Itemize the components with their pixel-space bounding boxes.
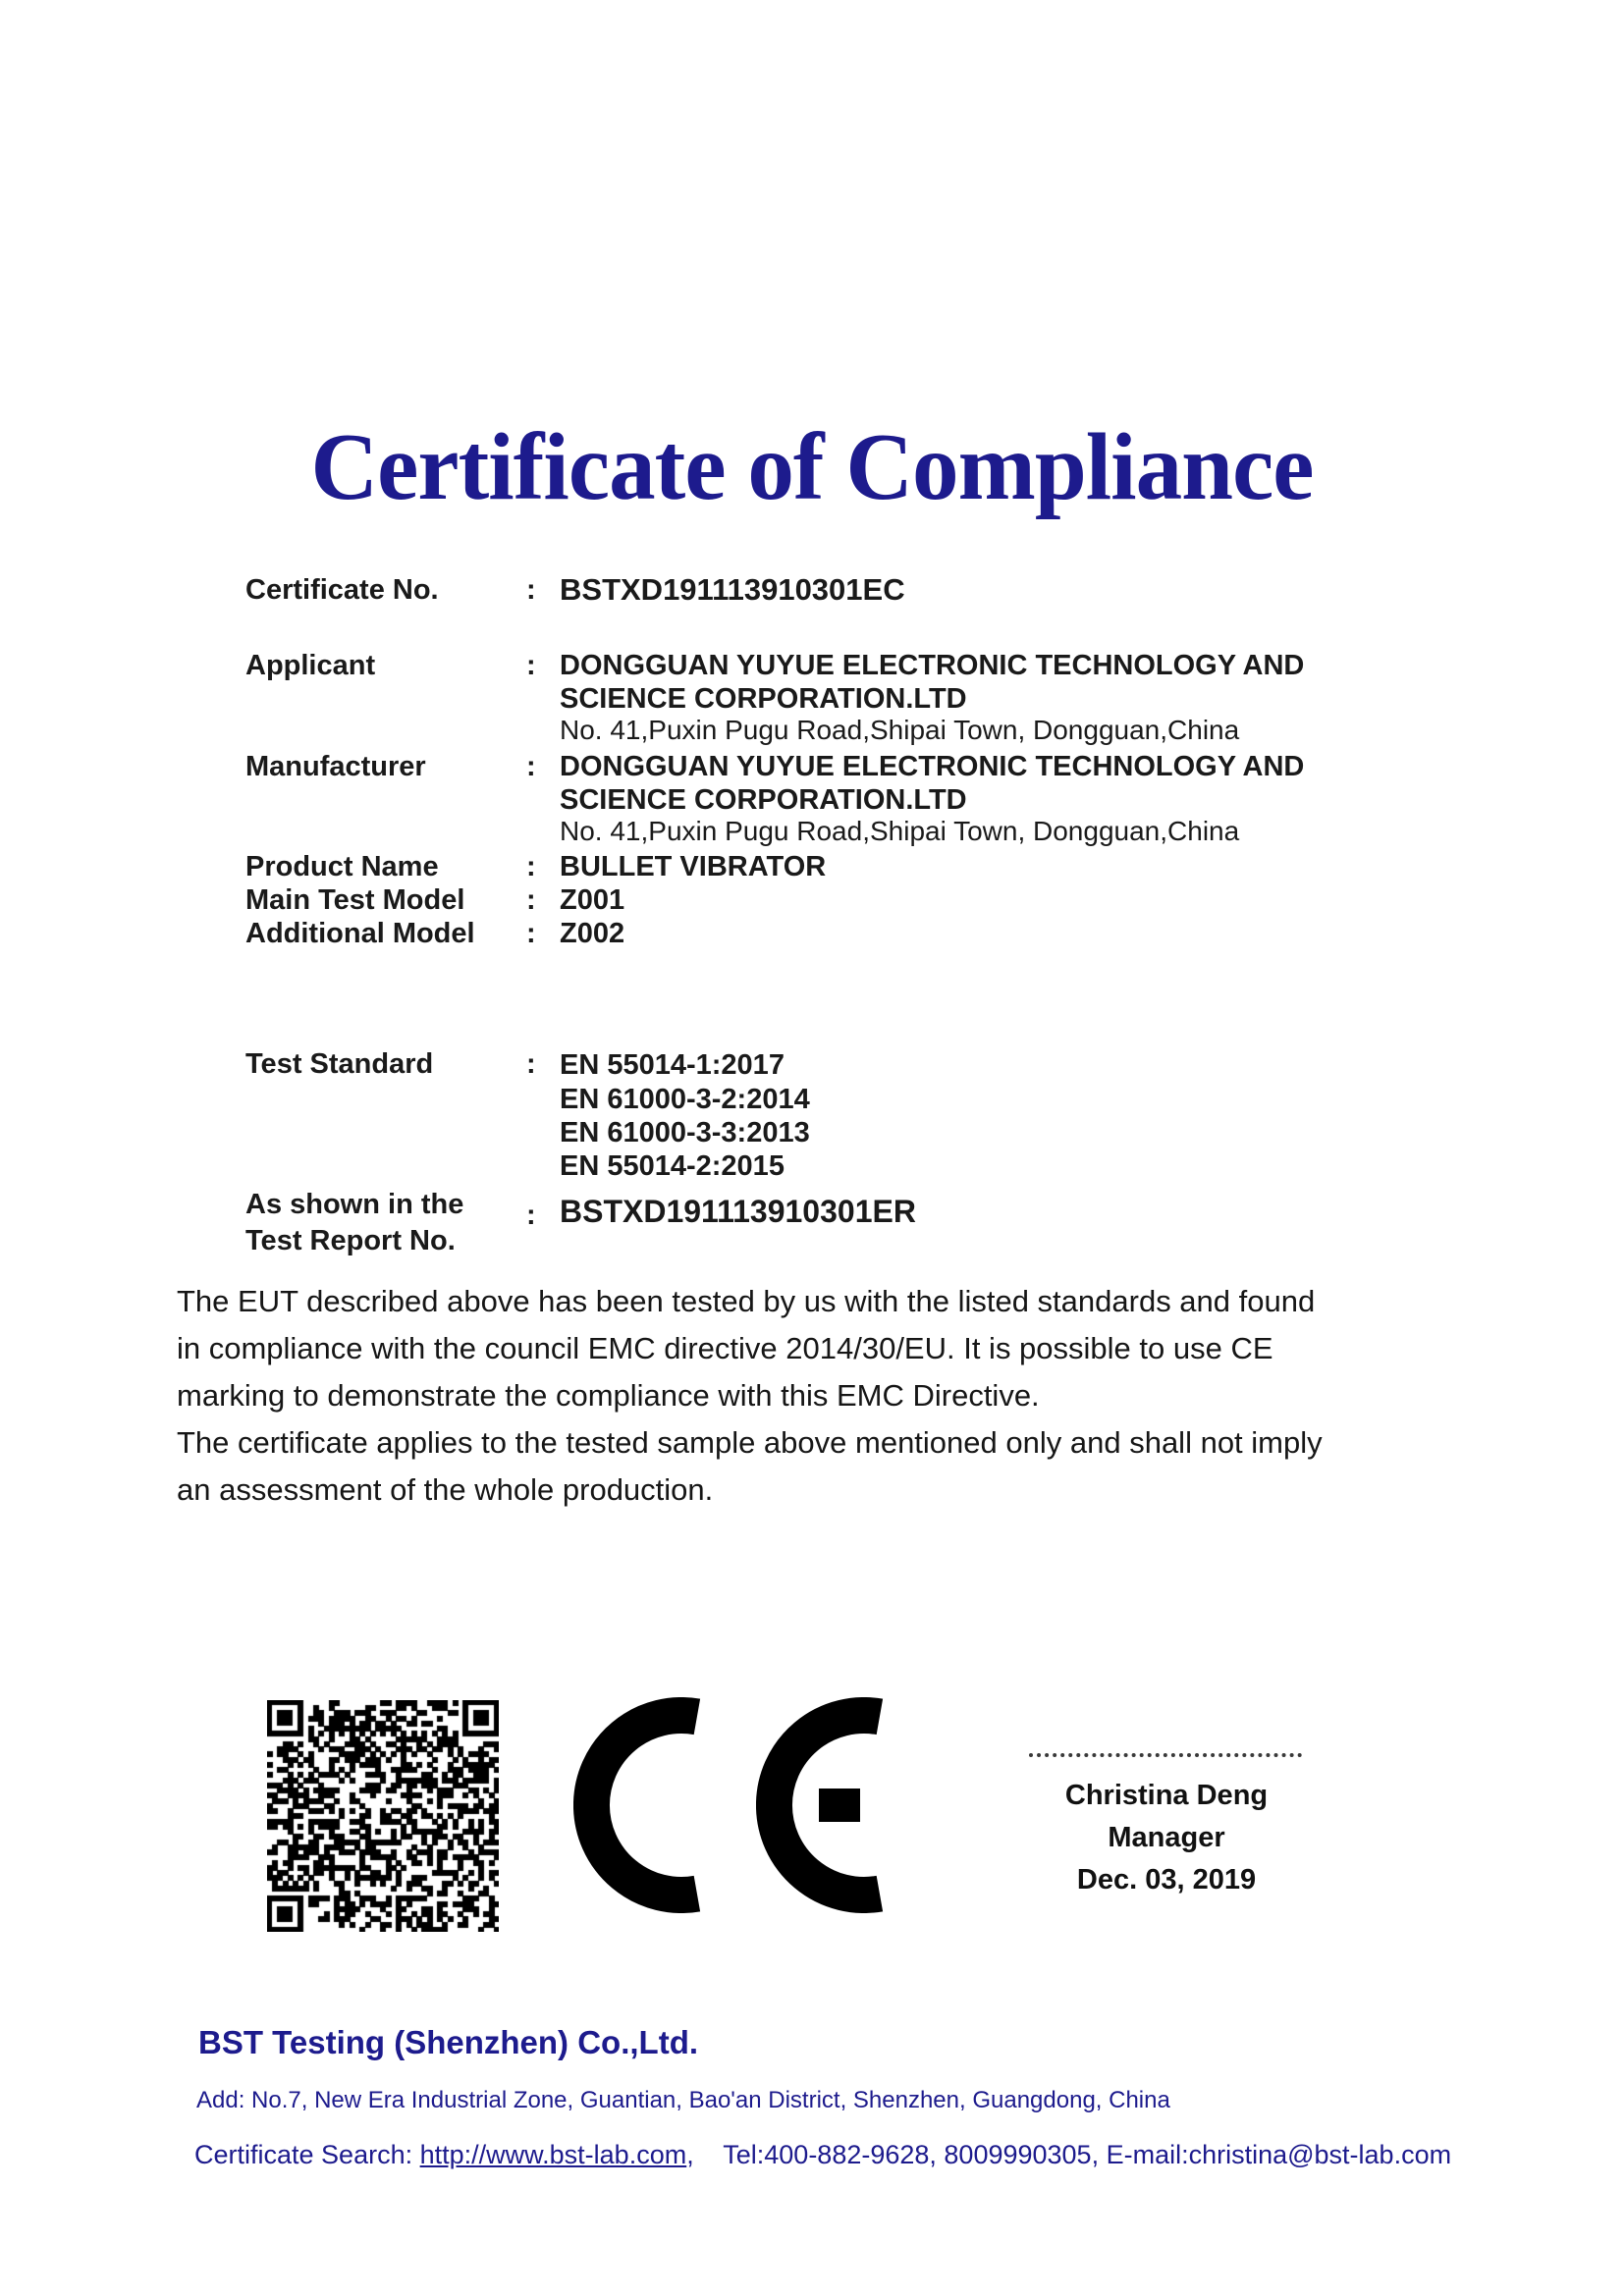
ce-letter-c [573, 1697, 703, 1913]
product-name-label: Product Name [245, 851, 439, 882]
applicant-address: No. 41,Puxin Pugu Road,Shipai Town, Dongguan,China [560, 715, 1240, 745]
test-report-label-line1: As shown in the [245, 1189, 464, 1220]
test-standard-3: EN 61000-3-3:2013 [560, 1117, 810, 1148]
certificate-no-label: Certificate No. [245, 574, 439, 606]
applicant-name-line1: DONGGUAN YUYUE ELECTRONIC TECHNOLOGY AND [560, 650, 1305, 681]
additional-model-label: Additional Model [245, 918, 475, 949]
test-standard-2: EN 61000-3-2:2014 [560, 1084, 810, 1115]
main-test-model-label: Main Test Model [245, 884, 465, 916]
test-report-value: BSTXD191113910301ER [560, 1194, 916, 1229]
footer-contact-info: Tel:400-882-9628, 8009990305, E-mail:christina@bst-lab.com [723, 2140, 1452, 2169]
body-line: The certificate applies to the tested sample above mentioned only and shall not imply [177, 1425, 1323, 1460]
test-standard-label: Test Standard [245, 1048, 434, 1080]
signature-dotted-line [1029, 1753, 1302, 1757]
additional-model-value: Z002 [560, 918, 625, 949]
page-title: Certificate of Compliance [310, 414, 1314, 520]
certificate-search-url-link[interactable]: http://www.bst-lab.com [419, 2140, 687, 2169]
test-standard-4: EN 55014-2:2015 [560, 1150, 785, 1182]
colon: : [526, 851, 536, 882]
colon: : [526, 751, 536, 782]
url-suffix: , [686, 2140, 694, 2169]
colon: : [526, 1200, 536, 1231]
body-line: marking to demonstrate the compliance with this EMC Directive. [177, 1378, 1040, 1413]
product-name-value: BULLET VIBRATOR [560, 851, 827, 882]
body-line: in compliance with the council EMC directive 2014/30/EU. It is possible to use CE [177, 1331, 1273, 1365]
colon: : [526, 918, 536, 949]
signatory-role: Manager [1108, 1822, 1225, 1853]
body-paragraph [177, 1278, 1323, 1514]
applicant-name-line2: SCIENCE CORPORATION.LTD [560, 683, 967, 715]
signature-date: Dec. 03, 2019 [1076, 1864, 1257, 1896]
manufacturer-address: No. 41,Puxin Pugu Road,Shipai Town, Dongguan,China [560, 816, 1240, 846]
applicant-label: Applicant [245, 650, 376, 681]
manufacturer-name-line2: SCIENCE CORPORATION.LTD [560, 784, 967, 816]
qr-code-icon [267, 1700, 499, 1932]
colon: : [526, 1048, 536, 1080]
colon: : [526, 574, 536, 606]
footer-address: Add: No.7, New Era Industrial Zone, Guantian, Bao'an District, Shenzhen, Guangdong, China [196, 2087, 1170, 2113]
certificate-search-label: Certificate Search: [194, 2140, 413, 2169]
body-line: an assessment of the whole production. [177, 1472, 714, 1507]
test-report-label-line2: Test Report No. [245, 1225, 456, 1256]
signatory-name: Christina Deng [1064, 1780, 1269, 1811]
signature-block [1029, 1753, 1304, 1901]
ce-letter-e [756, 1697, 886, 1913]
footer-search-line [194, 2140, 1451, 2170]
colon: : [526, 650, 536, 681]
manufacturer-name-line1: DONGGUAN YUYUE ELECTRONIC TECHNOLOGY AND [560, 751, 1305, 782]
main-test-model-value: Z001 [560, 884, 625, 916]
certificate-no-value: BSTXD191113910301EC [560, 572, 905, 607]
test-standard-1: EN 55014-1:2017 [560, 1049, 785, 1081]
footer-company-name: BST Testing (Shenzhen) Co.,Ltd. [198, 2024, 699, 2060]
body-line: The EUT described above has been tested by us with the listed standards and found [177, 1284, 1316, 1318]
colon: : [526, 884, 536, 916]
manufacturer-label: Manufacturer [245, 751, 426, 782]
